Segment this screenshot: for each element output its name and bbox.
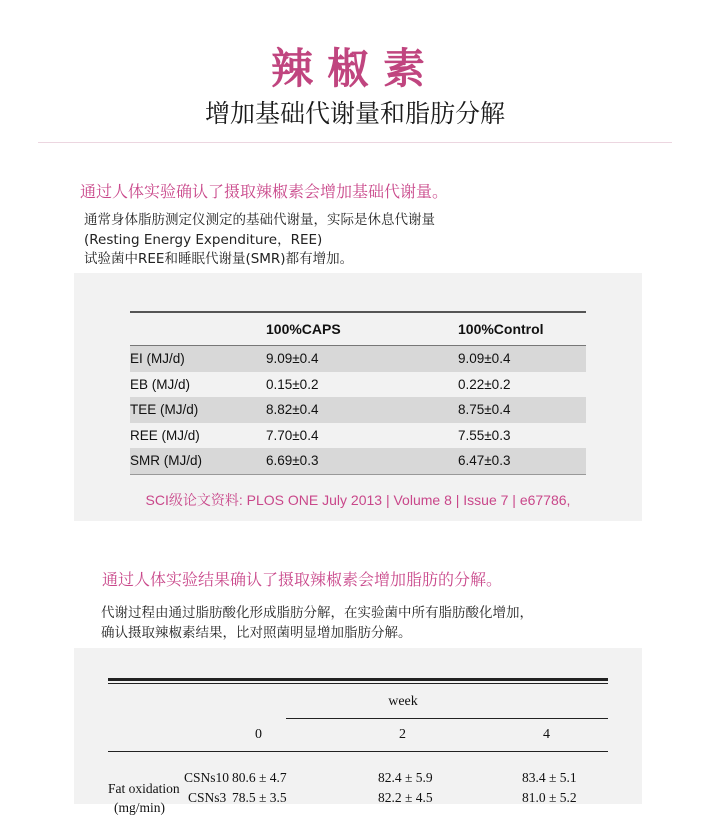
cell-week0: 80.6 ± 4.7 [232, 770, 287, 785]
row-label: EB (MJ/d) [130, 376, 191, 392]
group-label: CSNs10 [184, 770, 230, 785]
cell-control: 8.75±0.4 [458, 402, 511, 417]
section1-line: 通常身体脂肪测定仪测定的基础代谢量，实际是休息代谢量 [84, 212, 435, 228]
page-title: 辣椒素 [270, 44, 439, 93]
metabolism-table [130, 311, 586, 475]
table-row [130, 423, 586, 449]
row-label: TEE (MJ/d) [130, 402, 199, 417]
cell-caps: 8.82±0.4 [266, 402, 319, 417]
citation: SCI级论文资料: PLOS ONE July 2013 | Volume 8 | Issue 7 | e67786, [145, 492, 571, 508]
week-col-2: 2 [399, 727, 406, 742]
table1-panel [74, 273, 642, 521]
cell-caps: 7.70±0.4 [266, 427, 319, 443]
section2-line: 确认摄取辣椒素结果，比对照菌明显增加脂肪分解。 [101, 624, 412, 641]
col-header-caps: 100%CAPS [266, 321, 341, 337]
page-subtitle: 增加基础代谢量和脂肪分解 [204, 99, 505, 128]
table-row [130, 346, 586, 372]
table-row [130, 448, 586, 474]
cell-caps: 6.69±0.3 [266, 453, 319, 468]
section1-paragraph [84, 211, 435, 270]
week-columns-row [108, 719, 608, 751]
row-label: EI (MJ/d) [130, 351, 185, 366]
week-col-4: 4 [543, 727, 550, 742]
table-header-row [130, 313, 586, 346]
table-body [108, 752, 608, 815]
row-label-unit: (mg/min) [114, 800, 165, 815]
row-label: Fat oxidation [108, 781, 180, 796]
section2-title: 通过人体实验结果确认了摄取辣椒素会增加脂肪的分解。 [102, 570, 503, 589]
cell-week2: 82.2 ± 4.5 [378, 790, 433, 805]
week-col-0: 0 [255, 727, 262, 742]
row-label: REE (MJ/d) [130, 427, 200, 443]
section2-line: 代谢过程由通过脂肪酸化形成脂肪分解，在实验菌中所有脂肪酸化增加， [101, 605, 533, 621]
cell-control: 9.09±0.4 [458, 351, 511, 366]
cell-week0: 78.5 ± 3.5 [232, 790, 287, 805]
cell-control: 0.22±0.2 [458, 376, 511, 392]
cell-week4: 83.4 ± 5.1 [522, 770, 577, 785]
table-row [130, 372, 586, 398]
cell-control: 7.55±0.3 [458, 427, 511, 443]
cell-week2: 82.4 ± 5.9 [378, 770, 433, 785]
week-group-header: week [388, 694, 418, 709]
cell-caps: 9.09±0.4 [266, 351, 319, 366]
week-header-row [108, 684, 608, 718]
fat-oxidation-table [108, 678, 608, 815]
header-divider [38, 142, 672, 143]
section1-line: 试验菌中REE和睡眠代谢量(SMR)都有增加。 [84, 251, 354, 267]
section2-paragraph [101, 604, 533, 643]
section1-line: (Resting Energy Expenditure，REE) [84, 231, 323, 248]
table2-panel [74, 648, 642, 815]
cell-week4: 81.0 ± 5.2 [522, 790, 577, 805]
cell-control: 6.47±0.3 [458, 453, 511, 468]
col-header-control: 100%Control [458, 321, 544, 337]
table-rule [130, 474, 586, 475]
group-label: CSNs3 [188, 790, 227, 805]
cell-caps: 0.15±0.2 [266, 376, 319, 392]
row-label: SMR (MJ/d) [130, 453, 202, 468]
section1-title: 通过人体实验确认了摄取辣椒素会增加基础代谢量。 [80, 182, 449, 201]
table-row [130, 397, 586, 423]
